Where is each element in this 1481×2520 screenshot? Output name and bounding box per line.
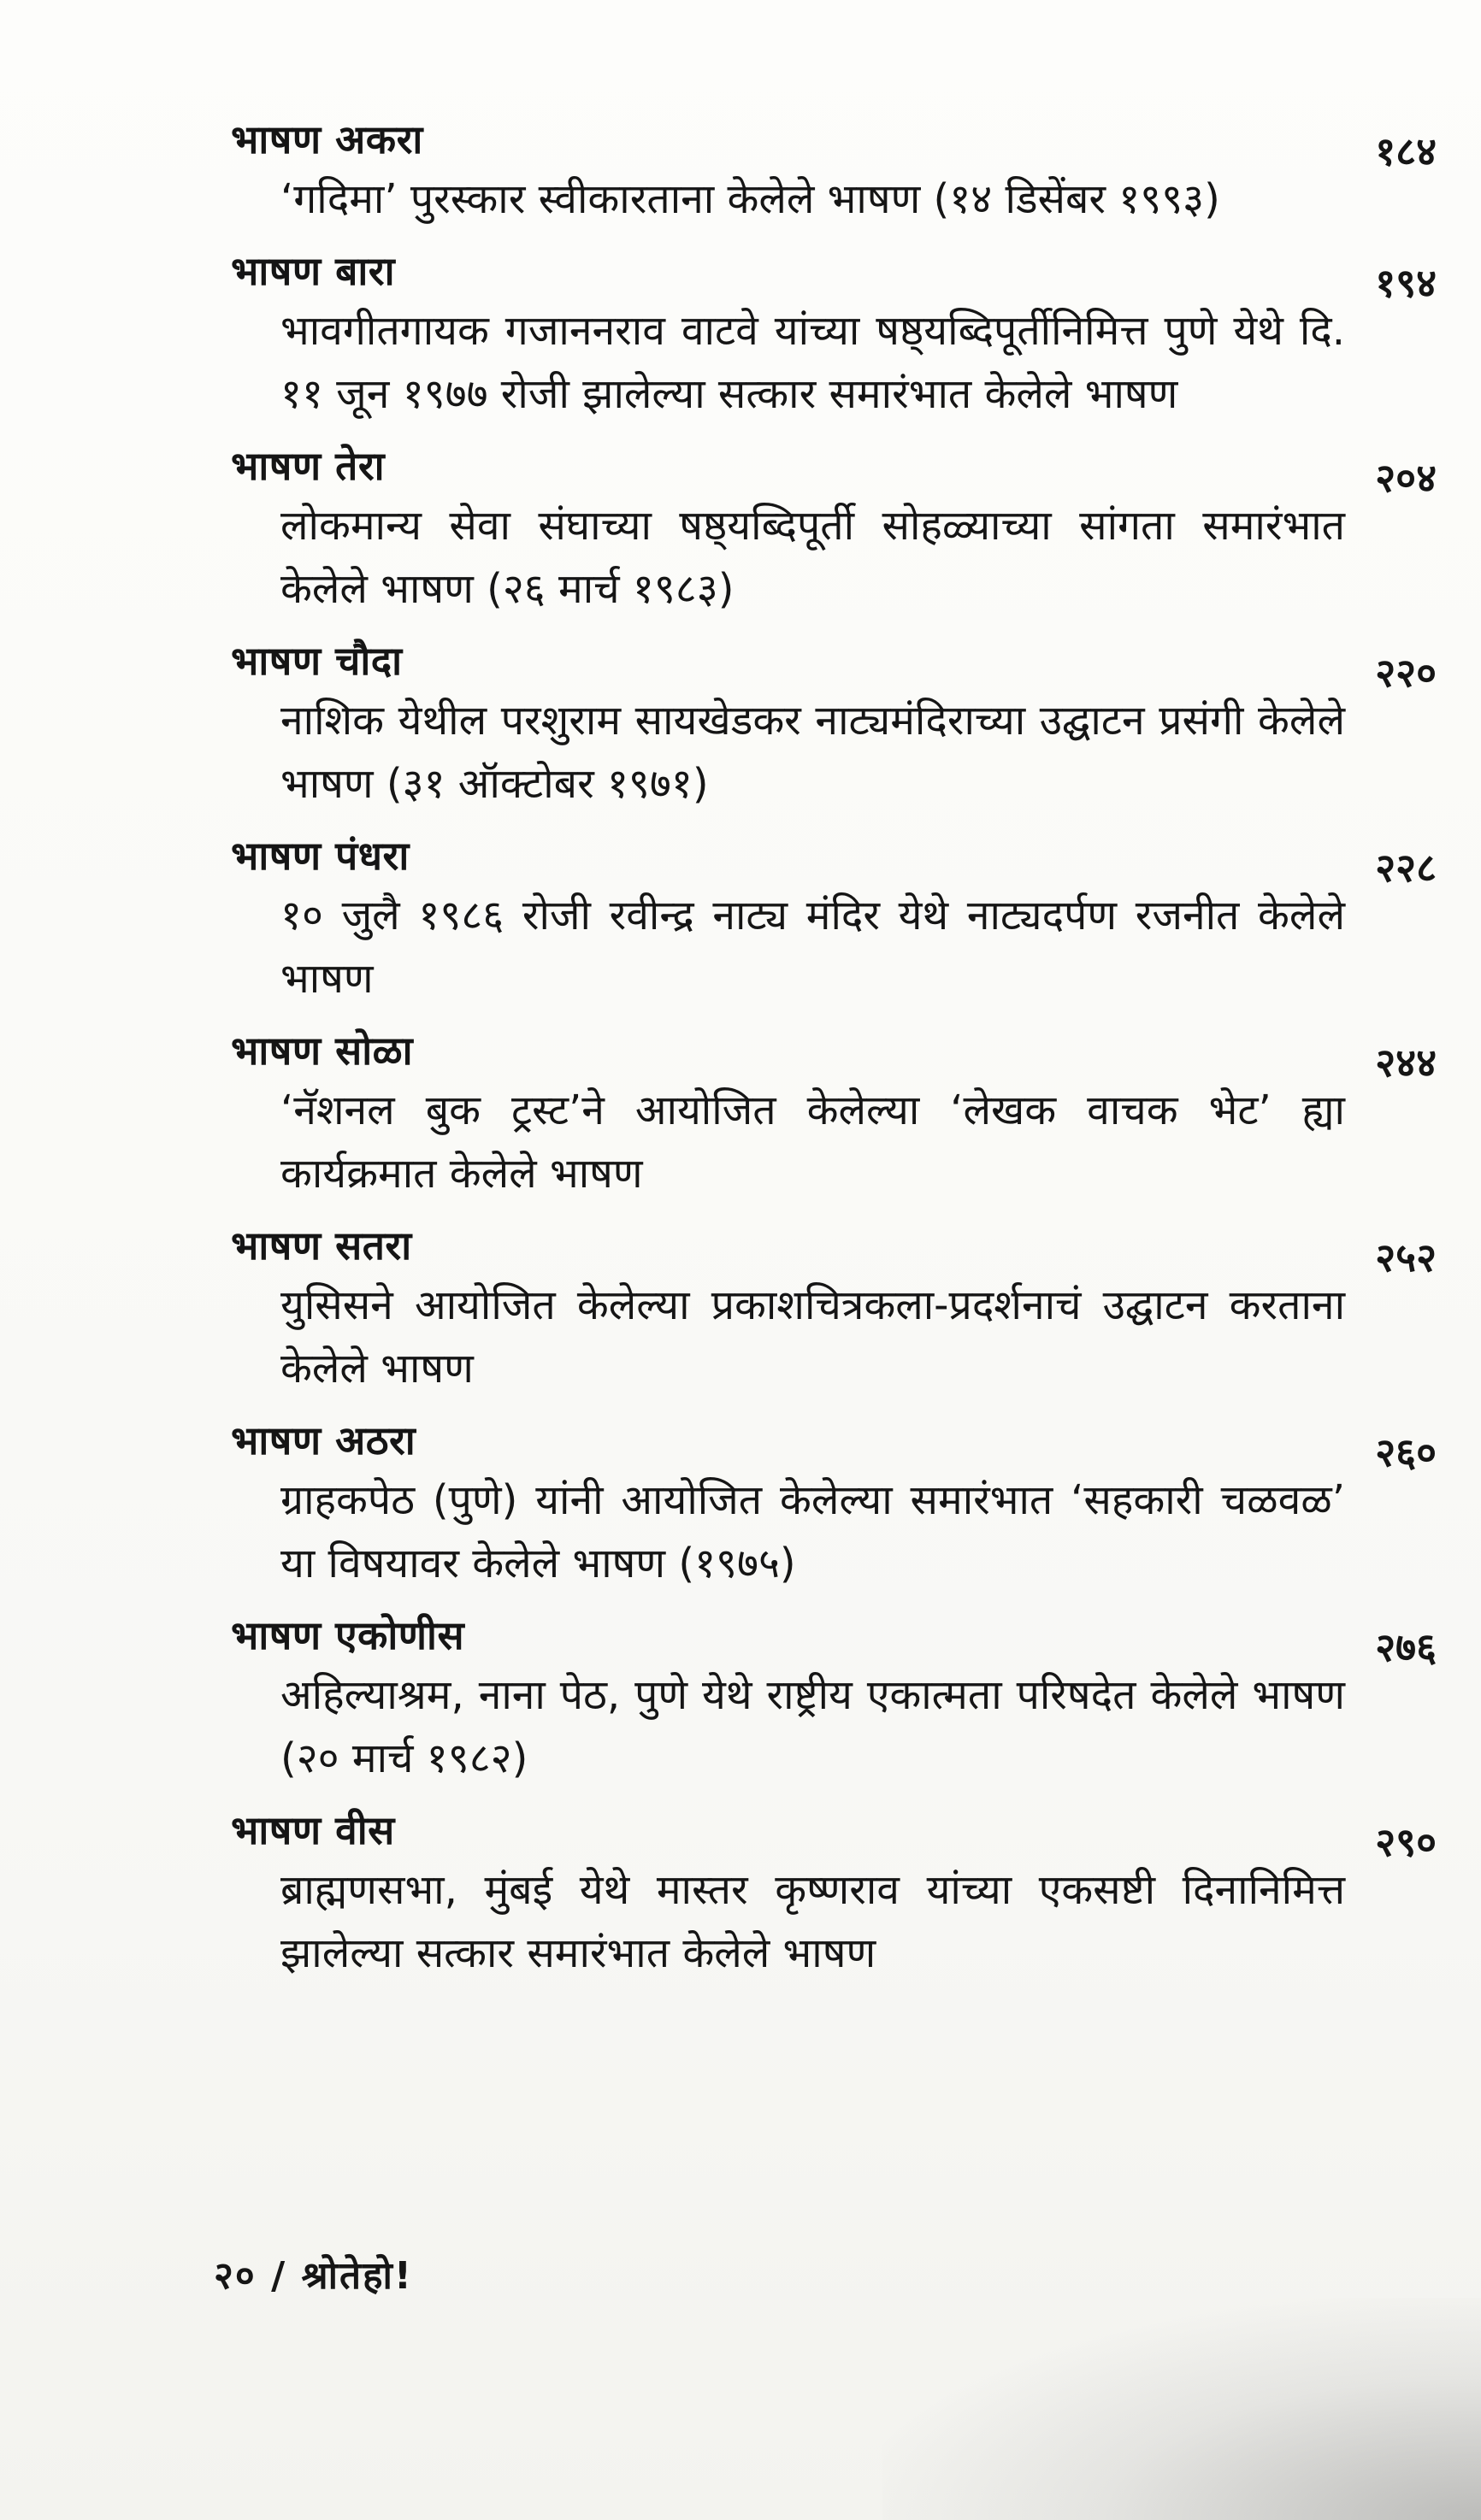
entry-page-number: २६० [1375,1429,1437,1475]
entry-description: युसिसने आयोजित केलेल्या प्रकाशचित्रकला-प्रदर्शनाचं उद्घाटन करताना केलेले भाषण [280,1281,1345,1392]
entry-page-number: १८४ [1375,128,1437,174]
entry-page-number: २९० [1375,1819,1437,1865]
entry-heading: भाषण सतरा [231,1222,412,1269]
toc-entry [231,1802,1462,1985]
toc-entry [231,1412,1462,1595]
entry-description: ‘गदिमा’ पुरस्कार स्वीकारताना केलेले भाषण (१४ डिसेंबर १९९३) [280,175,1220,223]
page-footer: २० / श्रोतेहो! [214,2254,413,2298]
toc-entry [231,827,1462,1010]
entry-description: ब्राह्मणसभा, मुंबई येथे मास्तर कृष्णराव यांच्या एकसष्टी दिनानिमित्त झालेल्या सत्कार समारंभात केलेले भाषण [280,1866,1345,1977]
entry-description: अहिल्याश्रम, नाना पेठ, पुणे येथे राष्ट्रीय एकात्मता परिषदेत केलेले भाषण (२० मार्च १९८२) [280,1671,1345,1782]
toc-entry [231,438,1462,621]
entry-description: भावगीतगायक गजाननराव वाटवे यांच्या षष्ठ्यब्दिपूर्तीनिमित्त पुणे येथे दि. ११ जून १९७७ रोजी झालेल्या सत्कार समारंभात केलेले भाषण [280,307,1345,418]
toc-entry [231,1217,1462,1400]
entry-page-number: २४४ [1375,1039,1437,1086]
entry-page-number: २२८ [1375,845,1437,891]
entry-heading: भाषण तेरा [231,443,386,489]
toc-entry [231,111,1462,231]
entry-description: लोकमान्य सेवा संघाच्या षष्ठ्यब्दिपूर्ती सोहळ्याच्या सांगता समारंभात केलेले भाषण (२६ मार्च १९८३) [280,502,1345,613]
toc-entry [231,1607,1462,1790]
entry-page-number: २०४ [1375,455,1437,501]
entry-heading: भाषण पंधरा [231,833,410,879]
table-of-contents [231,111,1462,1997]
entry-page-number: १९४ [1375,260,1437,306]
toc-entry [231,633,1462,815]
entry-heading: भाषण सोळा [231,1027,413,1074]
entry-page-number: २७६ [1375,1624,1437,1670]
entry-page-number: २२० [1375,650,1437,696]
entry-description: ‘नॅशनल बुक ट्रस्ट’ने आयोजित केलेल्या ‘लेखक वाचक भेट’ ह्या कार्यक्रमात केलेले भाषण [280,1086,1345,1198]
entry-heading: भाषण वीस [231,1807,395,1853]
entry-heading: भाषण एकोणीस [231,1612,465,1658]
entry-heading: भाषण चौदा [231,638,403,684]
page-shadow [882,2298,1481,2520]
entry-description: नाशिक येथील परशुराम सायखेडकर नाट्यमंदिराच्या उद्घाटन प्रसंगी केलेले भाषण (३१ ऑक्टोबर १९७१) [280,697,1345,808]
toc-entry [231,243,1462,426]
entry-heading: भाषण बारा [231,248,396,294]
entry-description: १० जुलै १९८६ रोजी रवीन्द्र नाट्य मंदिर येथे नाट्यदर्पण रजनीत केलेले भाषण [280,892,1345,1003]
toc-entry [231,1022,1462,1205]
entry-page-number: २५२ [1375,1234,1437,1281]
entry-heading: भाषण अठरा [231,1417,416,1463]
entry-description: ग्राहकपेठ (पुणे) यांनी आयोजित केलेल्या समारंभात ‘सहकारी चळवळ’ या विषयावर केलेले भाषण (१९७५) [280,1476,1345,1587]
entry-heading: भाषण अकरा [231,116,423,162]
